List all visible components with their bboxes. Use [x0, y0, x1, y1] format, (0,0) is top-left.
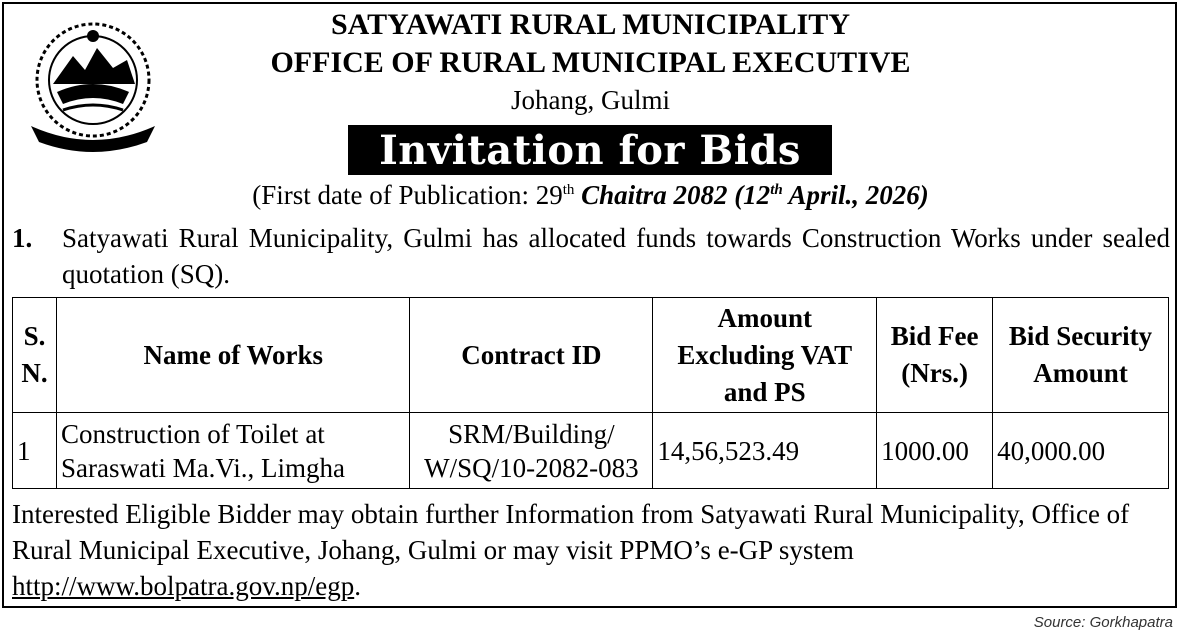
bids-table [12, 297, 1169, 489]
title-banner [348, 125, 832, 175]
col-header-bid-fee: Bid Fee (Nrs.) [877, 298, 993, 413]
paragraph-text: Satyawati Rural Municipality, Gulmi has allocated funds towards Construction Works under sealed quotation (SQ). [62, 223, 1170, 289]
publication-date: (First date of Publication: 29th Chaitra 2082 (12th April., 2026) [252, 180, 929, 210]
col-header-contract-id: Contract ID [410, 298, 653, 413]
table-row [13, 413, 1169, 489]
cell-contract-id: SRM/Building/ W/SQ/10-2082-083 [410, 413, 653, 489]
notice-paragraph [12, 220, 1170, 292]
col-header-name: Name of Works [56, 298, 410, 413]
footer-text: Interested Eligible Bidder may obtain further Information from Satyawati Rural Municipality, Office of Rural Municipal Executive, Johang, Gulmi or may visit PPMO’s e-GP system http://www.bolpatra.gov.np/egp. [12, 499, 1130, 601]
paragraph-number: 1. [12, 223, 33, 253]
location: Johang, Gulmi [511, 85, 670, 115]
cell-amount: 14,56,523.49 [653, 413, 877, 489]
cell-bid-security: 40,000.00 [993, 413, 1169, 489]
page-title: Invitation for Bids [379, 126, 801, 174]
cell-bid-fee: 1000.00 [877, 413, 993, 489]
col-header-sn: S. N. [13, 298, 57, 413]
egp-link[interactable]: http://www.bolpatra.gov.np/egp [12, 571, 355, 601]
org-name: SATYAWATI RURAL MUNICIPALITY [331, 8, 850, 41]
col-header-bid-security: Bid Security Amount [993, 298, 1169, 413]
office-name: OFFICE OF RURAL MUNICIPAL EXECUTIVE [270, 46, 911, 79]
cell-name: Construction of Toilet at Saraswati Ma.Vi., Limgha [56, 413, 410, 489]
source-credit: Source: Gorkhapatra [1033, 614, 1173, 631]
cell-sn: 1 [13, 413, 57, 489]
table-header-row [13, 298, 1169, 413]
col-header-amount: Amount Excluding VAT and PS [653, 298, 877, 413]
